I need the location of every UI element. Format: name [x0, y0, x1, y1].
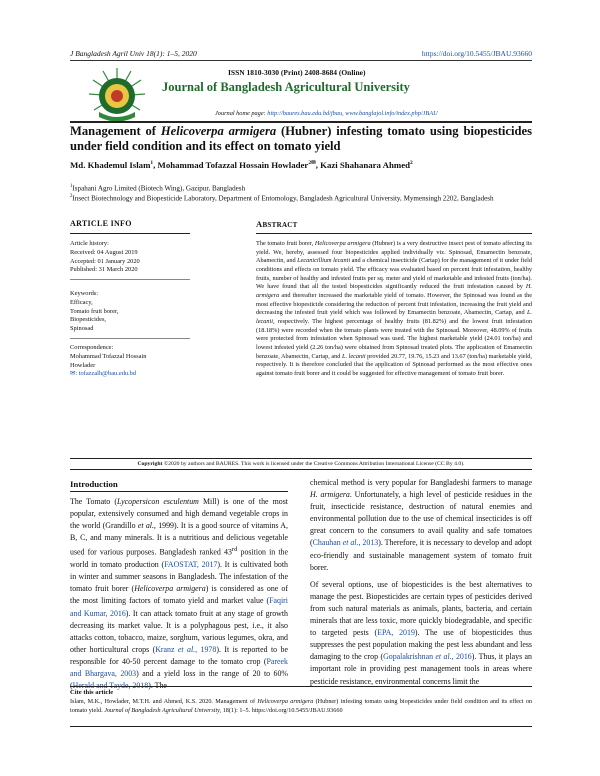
affiliation-1: $^1$Ispahani Agro Limited (Biotech Wing), Gazipur, Bangladesh — [70, 184, 246, 193]
cite-this-article-heading: Cite this article — [70, 686, 532, 696]
paragraph: Of several options, use of biopesticides is the best alternatives to manage the pest. Biopesticides are certain types of pesticides derived from such natural materials as animals, plants, bacteria, and certain minerals that are less toxic, more quickly biodegradable, and specific to targeted pests (EPA, 2019). The use of biopesticides thus suppresses the pest population making the pest less abundant and less damaging to the crop (Gopalakrishnan et al., 2016). Thus, it plays an important role in providing pest management tools in areas where pesticide resistance, environmental concerns limit the — [310, 579, 532, 686]
keywords-block: Keywords: Efficacy, Tomato fruit borer, Biopesticides, Spinosad — [70, 290, 190, 339]
citation-link[interactable]: FAOSTAT, 2017 — [164, 560, 218, 570]
issn-line: ISSN 1810-3030 (Print) 2408-8684 (Online) — [228, 68, 366, 77]
abstract-heading: ABSTRACT — [256, 219, 532, 234]
correspondence-email-link[interactable]: ✉: tofazzalh@bau.edu.bd — [70, 370, 137, 378]
keyword-item: Spinosad — [70, 325, 94, 333]
citation-link[interactable]: Pareek and Bhargava, 2003 — [70, 656, 288, 679]
header-rule-bottom — [70, 121, 532, 123]
running-header-citation: J Bangladesh Agril Univ 18(1): 1–5, 2020 — [70, 49, 197, 58]
citation-link[interactable]: Kranz et al., 1978 — [155, 644, 217, 654]
article-history: Article history: Received: 04 August 2019 Accepted: 01 January 2020 Published: 31 March 2020 — [70, 240, 190, 280]
university-seal-icon — [85, 66, 149, 126]
header-rule-top — [70, 60, 532, 61]
correspondence-block: Correspondence: Mohammad Tofazzal Hossain Howlader ✉: tofazzalh@bau.edu.bd — [70, 344, 190, 379]
abstract-text: The tomato fruit borer, Helicoverpa armigera (Hubner) is a very destructive insect pest of tomato affecting its yield. We, hereby, assessed four biopesticides applied individually viz. Spinosad, Emamectin benzoate, Abamectin, and Lecanicillium lecanii and a chemical insecticide (Cartap) for the management of it under field conditions and effects on tomato yield. The efficacy was evaluated based on percent fruit infestation, healthy fruits, number of healthy and infested fruits per sq. meter and yield of marketable and infested fruits (ton/ha). We have found that all the tested biopesticides significantly reduced the fruit infestation caused by H. armigera and thereafter increased the marketable yield of tomato. However, the Spinosad was found as the most effective biopesticide considering the reduction of percent fruit infestation, increasing the fruit yield and decreasing the infested fruit yield which was followed by Emamectin benzoate, Abamectin, Cartap, and L. lecanii, respectively. The highest percentage of healthy fruits (81.82%) and the lowest fruit infestation (18.18%) were recorded when the tomato plants were treated with the Spinosad. Moreover, 48.09% of fruits were protected from infestation when Spinosad was used. The highest marketable yield (24.01 ton/ha) and lowest infested yield (2.26 ton/ha) were obtained from Spinosad treated plots. The application of Emamectin benzoate, Abamectin, Cartap, and L. lecanii provided 20.77, 19.76, 15.23 and 13.67 (ton/ha) marketable yield, respectively. It is therefore concluded that the application of Spinosad performed as the most effective ones against tomato fruit borer and it could be suggested for effective management of tomato fruit borer. — [256, 240, 532, 377]
intro-left-column: Introduction The Tomato (Lycopersicon esculentum Mill) is one of the most popular, extensively consumed and high demand vegetable crops in the world (Grandillo et al., 1999). It is a good source of vitamins A, B, C, and many minerals. It is a nutritious and delicious vegetable used for various purposes. Bangladesh ranked 43rd position in the world in tomato production (FAOSTAT, 2017). It is cultivated both in winter and summer seasons in Bangladesh. The infestation of the tomato fruit borer (Helicoverpa armigera) is considered as one of the most limiting factors of tomato yield and market value (Faqiri and Kumar, 2016). It can attack tomato fruit at any stage of growth decreasing its market value. It is a polyphagous pest, i.e., it also attacks cotton, tobacco, maize, sorghum, various legumes, okra, and other horticultural crops (Kranz et al., 1978). It is reported to be responsible for 40-50 percent damage to the tomato crop (Pareek and Bhargava, 2003) and a yield loss in the range of 20 to 60% (Herald and Tayde, 2018). The — [70, 479, 288, 691]
citation-rule — [70, 726, 532, 727]
citation-link[interactable]: Gopalakrishnan et al., 2016 — [383, 652, 472, 662]
citation-link[interactable]: Herald and Tayde, 2018 — [72, 681, 149, 691]
citation-doi-link[interactable]: https://doi.org/10.5455/JBAU.93660 — [251, 706, 343, 714]
author-list: Md. Khademul Islam$^1$, Mohammad Tofazzal Hossain Howlader$^{2✉}$, Kazi Shahanara Ahmed$^2$ — [70, 160, 413, 170]
article-title: Management of Helicoverpa armigera (Hubner) infesting tomato using biopesticides under field condition and its effect on tomato yield — [70, 124, 533, 153]
journal-homepage-line: Journal home page: http://baures.bau.edu.bd/jbau, www.banglajol.info/index.php/JBAU — [215, 110, 438, 117]
keyword-item: Tomato fruit borer, — [70, 307, 119, 315]
article-info-heading: ARTICLE INFO — [70, 219, 190, 234]
introduction-heading: Introduction — [70, 478, 288, 492]
copyright-notice: Copyright ©2020 by authors and BAURES. This work is licensed under the Creative Commons Attribution International License (CC By 4.0). — [70, 458, 532, 470]
homepage-links[interactable]: http://baures.bau.edu.bd/jbau, www.banglajol.info/index.php/JBAU — [267, 110, 438, 117]
running-header-doi-link[interactable]: https://doi.org/10.5455/JBAU.93660 — [421, 49, 532, 58]
citation-link[interactable]: EPA, 2019 — [377, 628, 415, 638]
affiliation-2: $^2$Insect Biotechnology and Biopesticide Laboratory, Department of Entomology, Bangladesh Agricultural University, Mymensingh 2202, Bangladesh — [70, 194, 494, 203]
journal-title: Journal of Bangladesh Agricultural University — [162, 80, 410, 94]
keyword-item: Biopesticides, — [70, 316, 107, 324]
keyword-item: Efficacy, — [70, 298, 93, 306]
citation-link[interactable]: Chauhan et al., 2013 — [312, 538, 379, 548]
intro-right-column — [310, 477, 532, 688]
citation-link[interactable]: Faqiri and Kumar, 2016 — [70, 596, 288, 618]
citation-text: Islam, M.K., Howlader, M.T.H. and Ahmed, K.S. 2020. Management of Helicoverpa armigera (Hubner) infesting tomato using biopesticides under field condition and its effect on tomato yield. Journal of Bangladesh Agricultural University, 18(1): 1–5. https://doi.org/10.5455/JBAU.93660 — [70, 698, 533, 714]
paragraph: chemical method is very popular for Bangladeshi farmers to manage H. armigera. Unfortunately, a high level of pesticide residues in the fruit, insecticide resistance, destruction of natural enemies and environmental pollution due to the use of chemical insecticides is off great concern to the consumers to avail quality and safe tomatoes (Chauhan et al., 2013). Therefore, it is necessary to develop and adopt eco-friendly and sustainable management system of tomato fruit borer. — [310, 478, 532, 572]
